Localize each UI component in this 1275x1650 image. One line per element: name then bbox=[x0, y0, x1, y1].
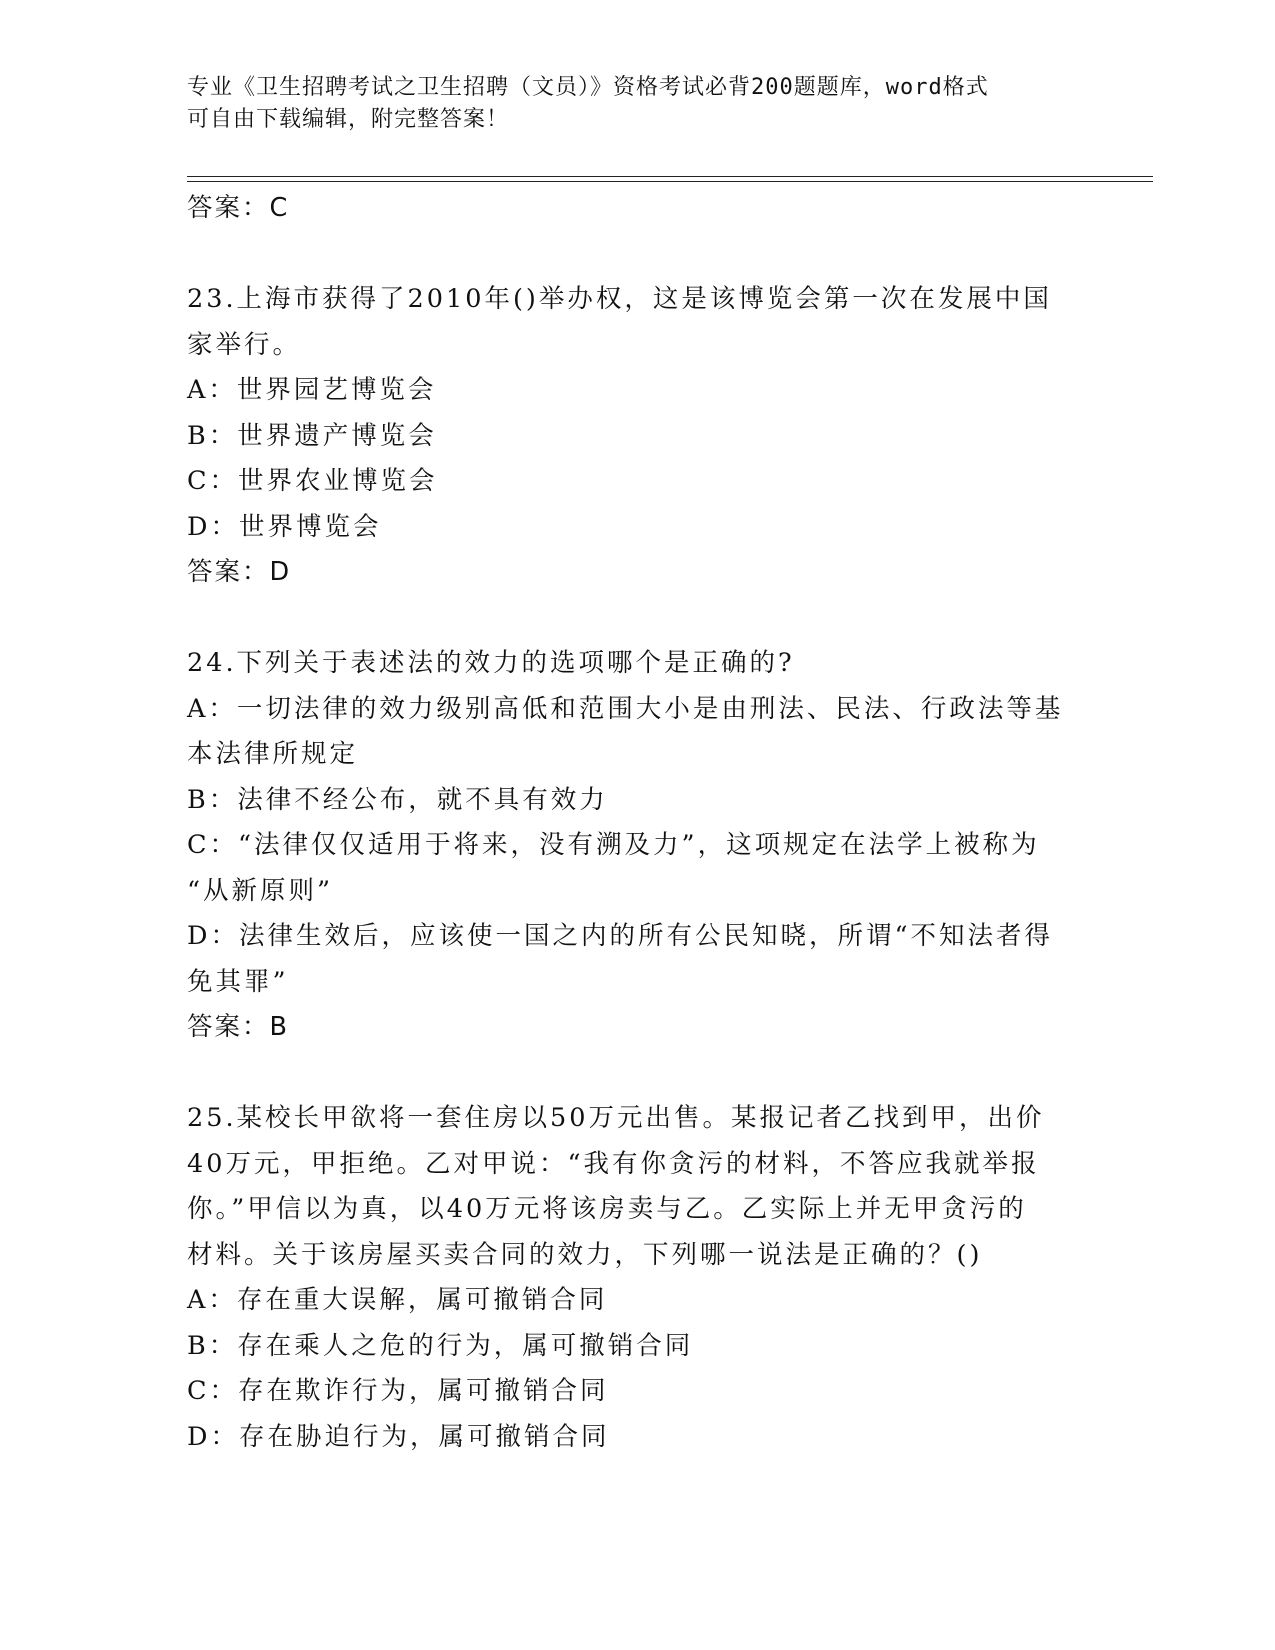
answer-option: B：法律不经公布，就不具有效力 bbox=[187, 784, 608, 815]
answer-option: C：“法律仅仅适用于将来，没有溯及力”，这项规定在法学上被称为 bbox=[187, 830, 1040, 860]
answer-option: D：法律生效后，应该使一国之内的所有公民知晓，所谓“不知法者得 bbox=[187, 921, 1053, 951]
answer-option: A：世界园艺博览会 bbox=[187, 375, 437, 405]
answer-key: 答案：B bbox=[187, 1012, 289, 1042]
question-stem: 你。”甲信以为真，以40万元将该房卖与乙。乙实际上并无甲贪污的 bbox=[187, 1194, 1027, 1224]
answer-option: 免其罪” bbox=[187, 966, 289, 997]
answer-option: A：一切法律的效力级别高低和范围大小是由刑法、民法、行政法等基 bbox=[187, 693, 1064, 724]
answer-key: 答案：D bbox=[187, 557, 292, 587]
answer-option: A：存在重大误解，属可撤销合同 bbox=[187, 1285, 608, 1315]
header-line: 专业《卫生招聘考试之卫生招聘（文员）》资格考试必背200题题库，word格式 bbox=[187, 75, 989, 100]
question-block bbox=[187, 277, 1087, 641]
question-stem: 25.某校长甲欲将一套住房以50万元出售。某报记者乙找到甲，出价 bbox=[187, 1103, 1045, 1133]
question-stem: 材料。关于该房屋买卖合同的效力，下列哪一说法是正确的？() bbox=[187, 1239, 983, 1270]
question-stem: 家举行。 bbox=[187, 329, 302, 360]
answer-option: “从新原则” bbox=[187, 875, 334, 906]
answer-option: B：存在乘人之危的行为，属可撤销合同 bbox=[187, 1330, 694, 1361]
answer-option: D：世界博览会 bbox=[187, 511, 382, 542]
header-line: 可自由下载编辑，附完整答案！ bbox=[187, 107, 510, 132]
answer-option: C：世界农业博览会 bbox=[187, 466, 438, 496]
question-stem: 23.上海市获得了2010年()举办权，这是该博览会第一次在发展中国 bbox=[187, 284, 1052, 314]
question-block bbox=[187, 1096, 1087, 1460]
answer-option: D：存在胁迫行为，属可撤销合同 bbox=[187, 1421, 610, 1452]
answer-option: C：存在欺诈行为，属可撤销合同 bbox=[187, 1376, 609, 1406]
question-block bbox=[187, 641, 1087, 1096]
spacer bbox=[187, 1051, 1087, 1097]
answer-option: 本法律所规定 bbox=[187, 739, 359, 769]
header-divider bbox=[187, 176, 1153, 177]
question-list bbox=[187, 277, 1087, 1460]
header-divider bbox=[187, 181, 1153, 182]
answer-option: B：世界遗产博览会 bbox=[187, 420, 437, 451]
document-header bbox=[187, 72, 1077, 136]
question-stem: 24.下列关于表述法的效力的选项哪个是正确的? bbox=[187, 648, 795, 678]
question-stem: 40万元，甲拒绝。乙对甲说：“我有你贪污的材料，不答应我就举报 bbox=[187, 1148, 1040, 1179]
spacer bbox=[187, 232, 1087, 278]
spacer bbox=[187, 596, 1087, 642]
previous-answer: 答案：C bbox=[187, 193, 290, 223]
document-body bbox=[187, 186, 1087, 1460]
